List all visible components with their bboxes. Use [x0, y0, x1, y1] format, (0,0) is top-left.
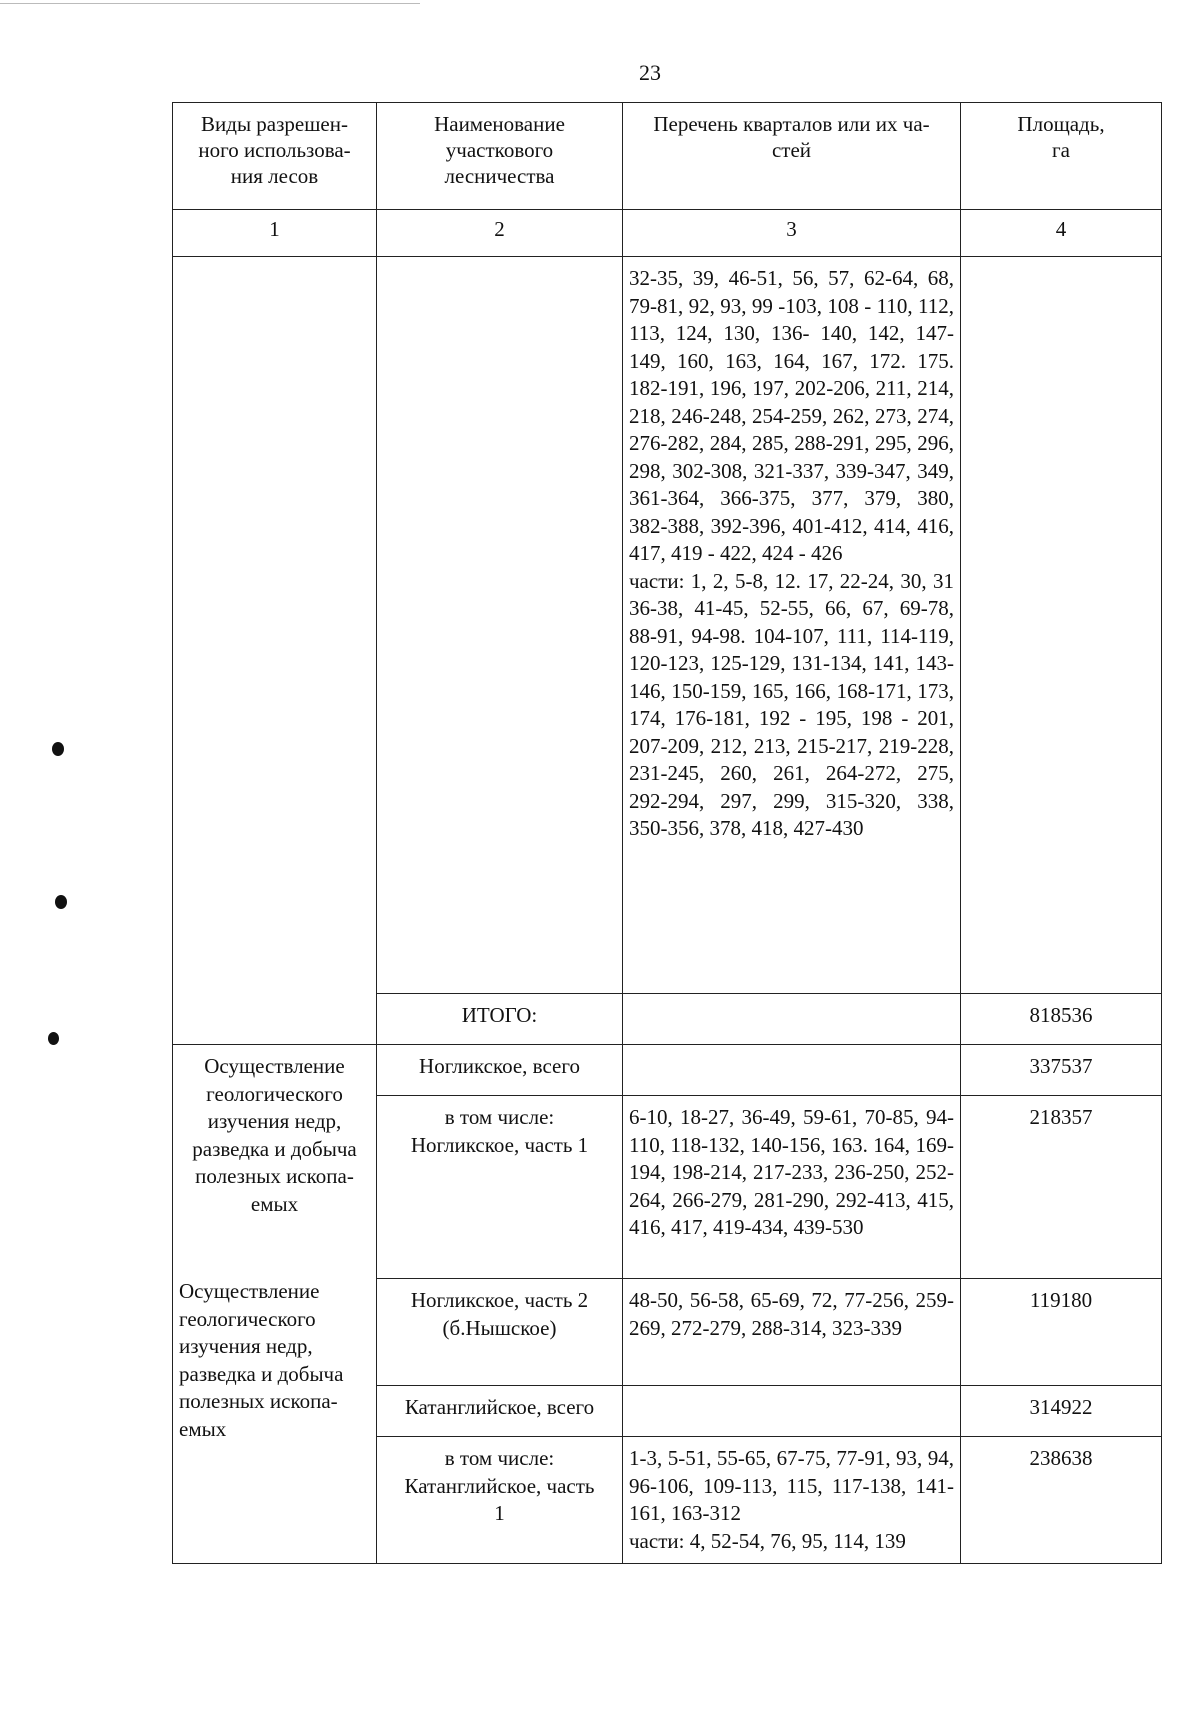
- area-value: 238638: [961, 1437, 1162, 1564]
- quarters-text: 6-10, 18-27, 36-49, 59-61, 70-85, 94-110, 118-132, 140-156, 163. 164, 169-194, 198-214, 217-233, 236-250, 252-264, 266-279, 281-290, 292-413, 415, 416, 417, 419-434, 439-530: [623, 1096, 961, 1279]
- use-type-text: Осуществление геологического изучения недр, разведка и добыча полезных ископа- емых: [179, 1279, 344, 1441]
- area-value: 218357: [961, 1096, 1162, 1279]
- scan-artifact-dot: [48, 1032, 59, 1045]
- use-type-text: Осуществление геологического изучения недр, разведка и добыча полезных ископа- емых: [192, 1054, 357, 1216]
- header-forestry-name: Наименование участкового лесничества: [377, 103, 623, 210]
- quarters-text: 32-35, 39, 46-51, 56, 57, 62-64, 68, 79-81, 92, 93, 99 -103, 108 - 110, 112, 113, 124, 130, 136- 140, 142, 147-149, 160, 163, 164, 167, 172. 175. 182-191, 196, 197, 202-206, 211, 214, 218, 246-248, 254-259, 262, 273, 274, 276-282, 284, 285, 288-291, 295, 296, 298, 302-308, 321-337, 339-347, 349, 361-364, 366-375, 377, 379, 380, 382-388, 392-396, 401-412, 414, 416, 417, 419 - 422, 424 - 426: [629, 266, 954, 565]
- quarter-parts-text: части: 1, 2, 5-8, 12. 17, 22-24, 30, 31 36-38, 41-45, 52-55, 66, 67, 69-78, 88-91, 94-98. 104-107, 111, 114-119, 120-123, 125-129, 131-134, 141, 143-146, 150-159, 165, 166, 168-171, 173, 174, 176-181, 192 - 195, 198 - 201, 207-209, 212, 213, 215-217, 219-228, 231-245, 260, 261, 264-272, 275, 292-294, 297, 299, 315-320, 338, 350-356, 378, 418, 427-430: [629, 568, 954, 840]
- forest-use-table: [172, 102, 1162, 1564]
- total-label: ИТОГО:: [377, 994, 623, 1045]
- forestry-name: Ногликское, часть 2 (б.Нышское): [377, 1279, 623, 1386]
- total-area: 818536: [961, 994, 1162, 1045]
- quarters-cell: [623, 994, 961, 1045]
- area-value: 314922: [961, 1386, 1162, 1437]
- area-value: 119180: [961, 1279, 1162, 1386]
- quarters-text: 48-50, 56-58, 65-69, 72, 77-256, 259-269, 272-279, 288-314, 323-339: [623, 1279, 961, 1386]
- quarters-cell: [623, 1437, 961, 1564]
- quarters-cell: [623, 1386, 961, 1437]
- forestry-name-cell: [377, 257, 623, 994]
- use-type-cell: [173, 1045, 377, 1564]
- column-number-row: [173, 210, 1162, 257]
- quarters-cell: [623, 257, 961, 994]
- quarters-cell: [623, 1045, 961, 1096]
- forestry-name: Катанглийское, всего: [377, 1386, 623, 1437]
- area-cell: [961, 257, 1162, 994]
- forestry-name: в том числе: Ногликское, часть 1: [377, 1096, 623, 1279]
- forestry-name: в том числе: Катанглийское, часть 1: [377, 1437, 623, 1564]
- scan-artifact-dot: [55, 895, 67, 909]
- page-number: 23: [639, 60, 661, 85]
- column-number: 4: [961, 210, 1162, 257]
- use-type-cell-empty: [173, 257, 377, 1045]
- quarter-parts-text: части: 4, 52-54, 76, 95, 114, 139: [629, 1528, 906, 1553]
- header-quarters-list: Перечень кварталов или их ча- стей: [623, 103, 961, 210]
- scan-artifact-dot: [52, 742, 64, 756]
- header-area: Площадь, га: [961, 103, 1162, 210]
- header-use-type: Виды разрешен- ного использова- ния лесов: [173, 103, 377, 210]
- table-row: [173, 257, 1162, 994]
- table-header-row: [173, 103, 1162, 210]
- quarters-text: 1-3, 5-51, 55-65, 67-75, 77-91, 93, 94, 96-106, 109-113, 115, 117-138, 141-161, 163-312: [629, 1446, 954, 1525]
- scan-artifact-line: [0, 3, 420, 4]
- column-number: 1: [173, 210, 377, 257]
- forestry-name: Ногликское, всего: [377, 1045, 623, 1096]
- column-number: 3: [623, 210, 961, 257]
- area-value: 337537: [961, 1045, 1162, 1096]
- column-number: 2: [377, 210, 623, 257]
- table-row: [173, 1045, 1162, 1096]
